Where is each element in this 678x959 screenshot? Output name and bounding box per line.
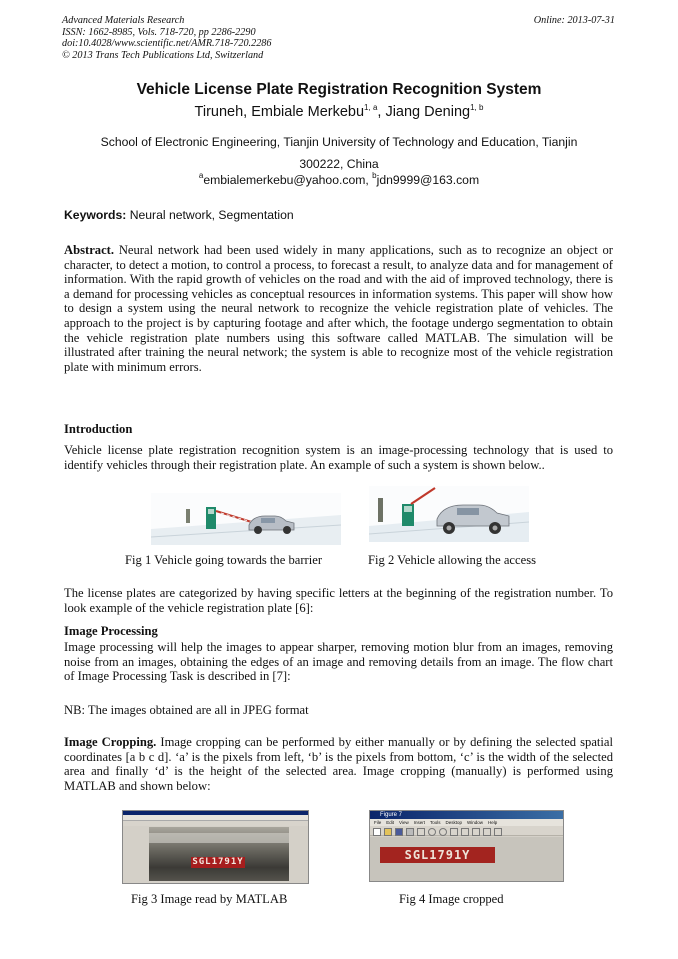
fig4-menu-bar — [370, 819, 563, 826]
fig3-car-photo — [149, 827, 289, 881]
plates-paragraph: The license plates are categorized by having specific letters at the beginning of the registration number. To look example of the vehicle registration plate [6]: — [64, 586, 613, 615]
doi-line: doi:10.4028/www.scientific.net/AMR.718-720.2286 — [62, 38, 272, 50]
fig3-toolbar — [123, 821, 308, 826]
rotate-icon — [461, 828, 469, 836]
author-line — [0, 104, 678, 120]
open-folder-icon — [384, 828, 392, 836]
copyright-line: © 2013 Trans Tech Publications Ltd, Switzerland — [62, 49, 264, 61]
image-processing-paragraph: Image processing will help the images to appear sharper, removing motion blur from an images, removing noise from an images, obtaining the edges of an image and removing details from an image. The flow chart of Image Processing Task is described in [7]: — [64, 640, 613, 684]
fig4-caption: Fig 4 Image cropped — [399, 892, 504, 906]
fig4-menu-item-insert: Insert — [413, 820, 425, 825]
author-separator: , — [377, 104, 386, 120]
fig4-menu-item-desktop: Desktop — [445, 820, 463, 825]
fig4-menu-item-help: Help — [488, 820, 498, 825]
journal-name: Advanced Materials Research — [62, 15, 185, 26]
fig4-menu-item-file: File — [374, 820, 382, 825]
email-b-sup: b — [372, 171, 377, 180]
paper-title: Vehicle License Plate Registration Recognition System — [136, 81, 542, 98]
affiliation-line-1: School of Electronic Engineering, Tianjin University of Technology and Education, Tianjin — [100, 135, 578, 149]
issn-line: ISSN: 1662-8985, Vols. 718-720, pp 2286-2290 — [62, 26, 256, 38]
image-cropping-paragraph — [64, 735, 613, 793]
fig4-menu-item-view: View — [399, 820, 409, 825]
introduction-paragraph: Vehicle license plate registration recognition system is an image-processing technology that is used to identify vehicles through their registration plate. An example of such a system is shown below.. — [64, 443, 613, 472]
keywords-label: Keywords: — [64, 208, 127, 222]
fig1-svg — [151, 493, 341, 545]
fig4-menu-item-window: Window — [467, 820, 484, 825]
print-icon — [406, 828, 414, 836]
zoom-out-icon — [439, 828, 447, 836]
journal-header — [62, 15, 622, 61]
fig2-caption: Fig 2 Vehicle allowing the access — [368, 553, 536, 567]
affiliation — [0, 131, 678, 175]
zoom-in-icon — [428, 828, 436, 836]
author-1: Tiruneh, Embiale Merkebu — [194, 104, 365, 120]
save-icon — [395, 828, 403, 836]
fig4-menu-item-tools: Tools — [429, 820, 441, 825]
fig4-cropped-plate: SGL1791Y — [380, 847, 495, 863]
affiliation-line-2: 300222, China — [299, 157, 379, 171]
author-2: Jiang Dening — [385, 104, 471, 120]
image-processing-heading: Image Processing — [64, 624, 158, 638]
image-cropping-text: Image cropping can be performed by either manually or by defining the selected spatial coordinates [a b c d]. ‘a’ is the pixels from left, ‘b’ is the pixels from bottom, ‘c’ is the width of the selected area and finally ‘d’ is the height of the selected area. Image cropping (manually) is performed using MATLAB and shown below: — [64, 735, 613, 793]
author-1-sup: 1, a — [364, 103, 378, 112]
fig4-canvas — [370, 837, 563, 881]
pan-icon — [450, 828, 458, 836]
fig1-barrier-illustration — [151, 493, 341, 545]
keywords-text: Neural network, Segmentation — [126, 208, 294, 222]
fig4-figure-window — [369, 810, 564, 882]
email-a-sup: a — [198, 171, 204, 180]
email-a: embialemerkebu@yahoo.com, — [203, 173, 373, 187]
colorbar-icon — [483, 828, 491, 836]
datacursor-icon — [472, 828, 480, 836]
fig3-caption: Fig 3 Image read by MATLAB — [131, 892, 288, 906]
introduction-heading: Introduction — [64, 422, 133, 436]
fig2-access-illustration — [369, 486, 529, 542]
fig4-menu-item-edit: Edit — [386, 820, 395, 825]
nb-note: NB: The images obtained are all in JPEG format — [64, 703, 309, 717]
image-cropping-label: Image Cropping. — [64, 735, 157, 749]
online-date: Online: 2013-07-31 — [533, 15, 615, 26]
fig3-matlab-window — [122, 810, 309, 884]
abstract-text: Neural network had been used widely in many applications, such as to recognize an object or character, to detect a motion, to control a process, to forecast a result, to analyze data and for management of information. With the rapid growth of vehicles on the road and with the aid of improved technology, there is a demand for processing vehicles as conceptual resources in information systems. This paper will show how to design a system using the neural network to recognize the vehicle registration plate of vehicles. The approach to the project is by capturing footage and after which, the footage undergo segmentation to obtain the vehicle registration plate numbers using this software called MATLAB. The simulation will be illustrated after training the neural network; the system is able to recognize most of the vehicle registration plate with minimum errors. — [64, 243, 613, 374]
keywords — [64, 208, 294, 222]
fig3-license-plate: SGL1791Y — [192, 857, 244, 867]
new-file-icon — [373, 828, 381, 836]
fig4-toolbar — [370, 826, 563, 836]
email-b: jdn9999@163.com — [376, 173, 480, 187]
email-line — [0, 173, 678, 187]
legend-icon — [494, 828, 502, 836]
fig4-title-bar: Figure 7 — [370, 811, 563, 819]
abstract-label: Abstract. — [64, 243, 115, 257]
author-2-sup: 1, b — [470, 103, 484, 112]
fig1-caption: Fig 1 Vehicle going towards the barrier — [125, 553, 323, 567]
abstract-paragraph — [64, 243, 613, 374]
arrow-icon — [417, 828, 425, 836]
fig2-svg — [369, 486, 529, 542]
